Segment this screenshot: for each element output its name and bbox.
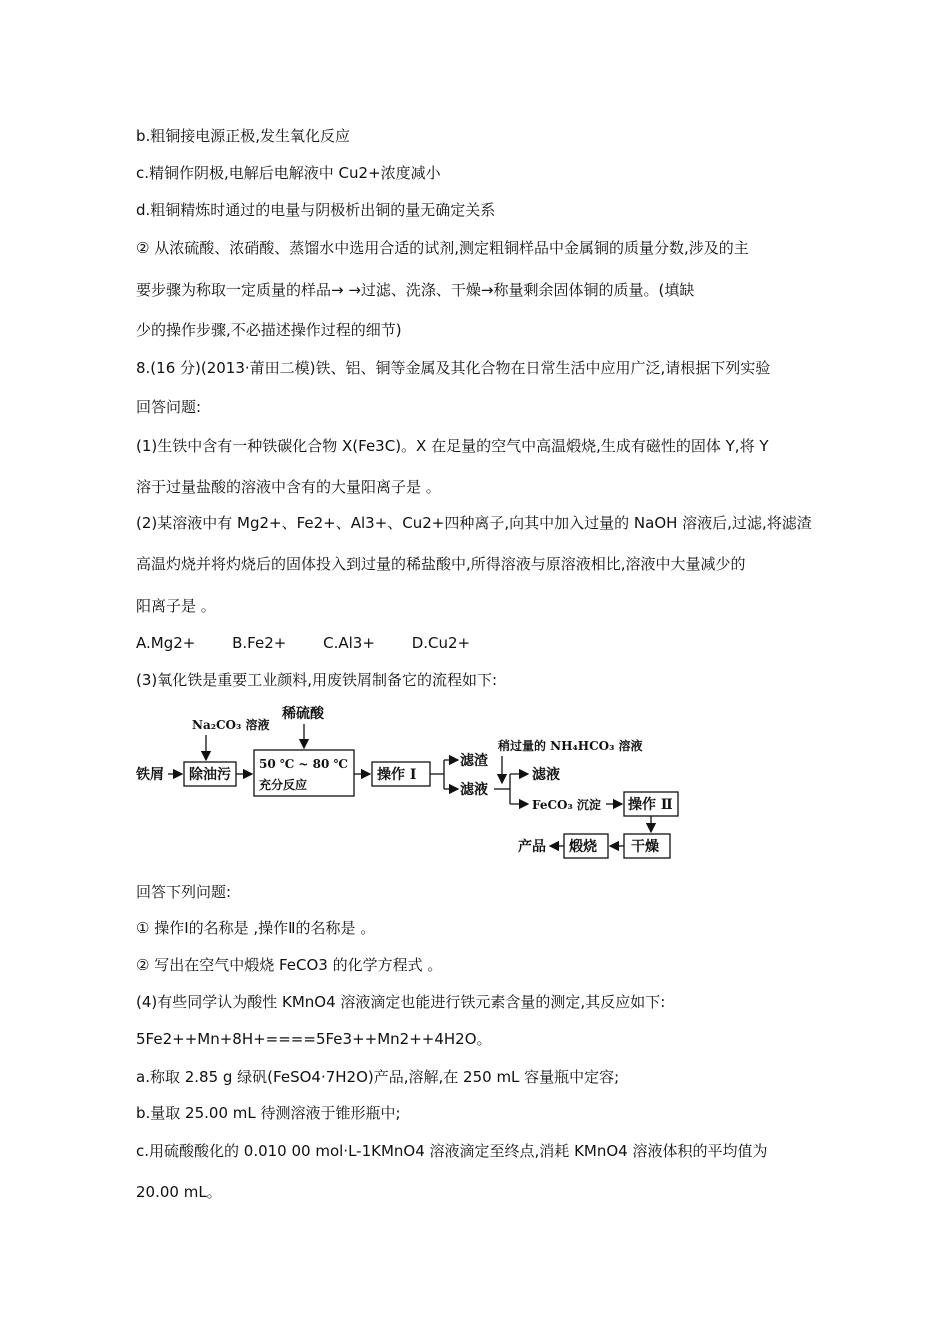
text-line: b.粗铜接电源正极,发生氧化反应 xyxy=(136,127,351,145)
text-line: a.称取 2.85 g 绿矾(FeSO4·7H2O)产品,溶解,在 250 mL 容量瓶中定容; xyxy=(136,1068,620,1086)
flow-feco3: FeCO₃ 沉淀 xyxy=(532,798,601,812)
text-line: 回答下列问题: xyxy=(136,883,232,901)
flow-nh4hco3: 稍过量的 NH₄HCO₃ 溶液 xyxy=(498,739,643,753)
flow-react-temp: 50 ℃ ~ 80 ℃ xyxy=(259,757,348,771)
text-line: ① 操作Ⅰ的名称是 ,操作Ⅱ的名称是 。 xyxy=(136,919,376,937)
flow-residue: 滤渣 xyxy=(460,753,488,769)
answer-options xyxy=(136,633,502,653)
flow-degrease: 除油污 xyxy=(189,767,231,783)
flow-dry: 干燥 xyxy=(631,839,659,855)
option-b: B.Fe2+ xyxy=(232,634,287,652)
flow-filtrate2: 滤液 xyxy=(532,767,560,783)
text-line: 8.(16 分)(2013·莆田二模)铁、铝、铜等金属及其化合物在日常生活中应用广泛,请根据下列实验 xyxy=(136,359,771,377)
flow-op1: 操作 Ⅰ xyxy=(377,767,417,783)
text-line: ② 从浓硫酸、浓硝酸、蒸馏水中选用合适的试剂,测定粗铜样品中金属铜的质量分数,涉及的主 xyxy=(136,239,749,257)
flow-start: 铁屑 xyxy=(136,767,164,783)
text-line: c.精铜作阴极,电解后电解液中 Cu2+浓度减小 xyxy=(136,164,441,182)
flow-acid: 稀硫酸 xyxy=(282,706,324,722)
text-line: (1)生铁中含有一种铁碳化合物 X(Fe3C)。X 在足量的空气中高温煅烧,生成有磁性的固体 Y,将 Y xyxy=(136,437,769,455)
text-line: c.用硫酸酸化的 0.010 00 mol·L-1KMnO4 溶液滴定至终点,消耗 KMnO4 溶液体积的平均值为 xyxy=(136,1142,768,1160)
flow-calcine: 煅烧 xyxy=(569,839,597,855)
option-c: C.Al3+ xyxy=(323,634,375,652)
text-line: 溶于过量盐酸的溶液中含有的大量阳离子是 。 xyxy=(136,478,441,496)
text-line: b.量取 25.00 mL 待测溶液于锥形瓶中; xyxy=(136,1104,401,1122)
text-line: 20.00 mL。 xyxy=(136,1183,222,1201)
question-3-text: (3)氧化铁是重要工业颜料,用废铁屑制备它的流程如下: xyxy=(136,671,498,689)
text-line: d.粗铜精炼时通过的电量与阴极析出铜的量无确定关系 xyxy=(136,201,496,219)
process-flow-diagram xyxy=(136,700,696,869)
option-a: A.Mg2+ xyxy=(136,634,196,652)
text-line: 高温灼烧并将灼烧后的固体投入到过量的稀盐酸中,所得溶液与原溶液相比,溶液中大量减少的 xyxy=(136,555,746,573)
flow-react-note: 充分反应 xyxy=(259,778,308,792)
text-line: ② 写出在空气中煅烧 FeCO3 的化学方程式 。 xyxy=(136,956,443,974)
flow-na2co3: Na₂CO₃ 溶液 xyxy=(192,718,270,732)
text-line: 要步骤为称取一定质量的样品→ →过滤、洗涤、干燥→称量剩余固体铜的质量。(填缺 xyxy=(136,281,695,299)
text-line: (2)某溶液中有 Mg2+、Fe2+、Al3+、Cu2+四种离子,向其中加入过量的 NaOH 溶液后,过滤,将滤渣 xyxy=(136,514,812,532)
text-line: 5Fe2++Mn+8H+====5Fe3++Mn2++4H2O。 xyxy=(136,1030,492,1048)
flow-op2: 操作 Ⅱ xyxy=(628,797,673,813)
flow-filtrate: 滤液 xyxy=(460,782,488,798)
text-line: 少的操作步骤,不必描述操作过程的细节) xyxy=(136,321,402,339)
text-line: 回答问题: xyxy=(136,398,202,416)
option-d: D.Cu2+ xyxy=(411,634,471,652)
text-line: 阳离子是 。 xyxy=(136,597,216,615)
text-line: (4)有些同学认为酸性 KMnO4 溶液滴定也能进行铁元素含量的测定,其反应如下: xyxy=(136,993,666,1011)
flow-product: 产品 xyxy=(518,839,546,855)
